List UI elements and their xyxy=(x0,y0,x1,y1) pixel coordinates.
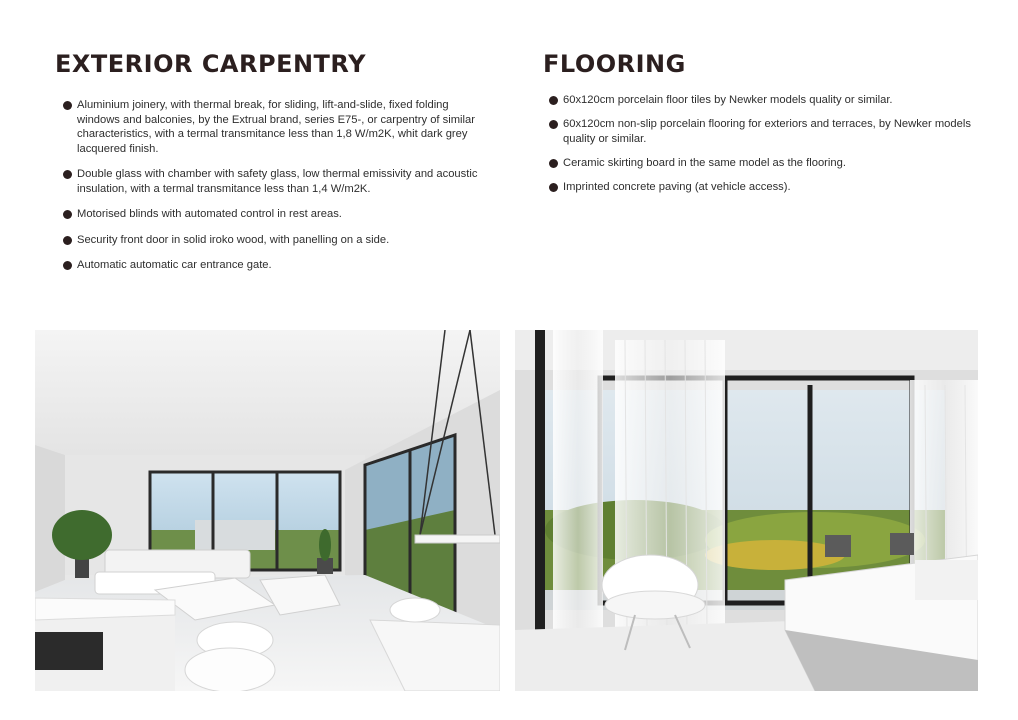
exterior-carpentry-list xyxy=(63,98,488,284)
bullet-icon xyxy=(63,210,72,219)
bedroom-illustration xyxy=(515,330,978,691)
bullet-icon xyxy=(549,96,558,105)
list-item-text: 60x120cm non-slip porcelain flooring for exteriors and terraces, by Newker models quality or similar. xyxy=(563,118,971,145)
list-item-text: Aluminium joinery, with thermal break, for sliding, lift-and-slide, fixed folding windows and balconies, by the Extrual brand, series E75-, or carpentry of similar characteristics, with a termal transmitance less than 1,8 W/m2K, whit dark grey lacquered finish. xyxy=(77,99,475,155)
list-item xyxy=(63,207,488,222)
bullet-icon xyxy=(549,120,558,129)
list-item xyxy=(63,98,488,156)
list-item-text: Security front door in solid iroko wood, with panelling on a side. xyxy=(77,233,390,246)
living-room-photo xyxy=(35,330,500,691)
living-room-illustration xyxy=(35,330,500,691)
exterior-carpentry-heading: EXTERIOR CARPENTRY xyxy=(55,50,366,78)
list-item xyxy=(63,167,488,196)
bullet-icon xyxy=(549,183,558,192)
list-item-text: 60x120cm porcelain floor tiles by Newker models quality or similar. xyxy=(563,94,893,106)
list-item xyxy=(549,156,979,171)
list-item xyxy=(549,180,979,195)
list-item-text: Automatic automatic car entrance gate. xyxy=(77,259,272,271)
list-item-text: Motorised blinds with automated control in rest areas. xyxy=(77,208,342,220)
bullet-icon xyxy=(63,236,72,245)
flooring-list xyxy=(549,93,979,204)
bullet-icon xyxy=(63,261,72,270)
flooring-heading: FLOORING xyxy=(543,50,686,78)
bullet-icon xyxy=(63,101,72,110)
list-item xyxy=(63,258,488,273)
bedroom-photo xyxy=(515,330,978,691)
list-item-text: Double glass with chamber with safety glass, low thermal emissivity and acoustic insulation, with a termal transmitance less than 1,4 W/m2K. xyxy=(77,168,478,195)
list-item-text: Ceramic skirting board in the same model as the flooring. xyxy=(563,156,846,169)
list-item xyxy=(549,117,979,146)
list-item xyxy=(63,233,488,248)
list-item xyxy=(549,93,979,108)
bullet-icon xyxy=(549,159,558,168)
bullet-icon xyxy=(63,170,72,179)
list-item-text: Imprinted concrete paving (at vehicle access). xyxy=(563,180,791,193)
